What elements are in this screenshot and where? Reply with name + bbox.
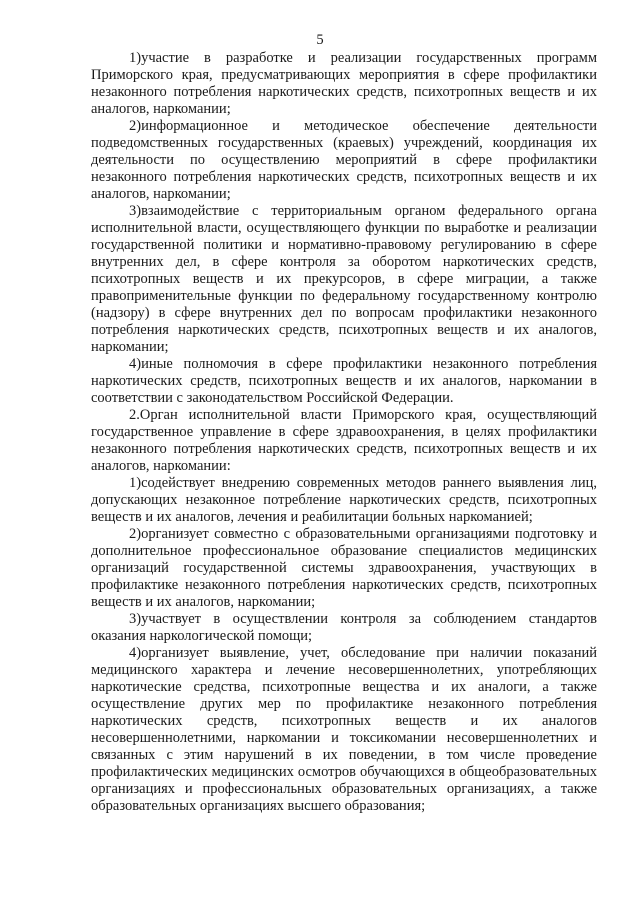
paragraph-item-1: 1)участие в разработке и реализации государственных программ Приморского края, предусматривающих мероприятия в сфере профилактики незаконного потребления наркотических средств, психотропных веществ и их аналогов, наркомании; [91,50,597,117]
document-body [91,50,597,815]
paragraph-item-2: 2)информационное и методическое обеспечение деятельности подведомственных государственных (краевых) учреждений, координация их деятельности по осуществлению мероприятий в сфере профилактики незаконного потребления наркотических средств, психотропных веществ и их аналогов, наркомании; [91,118,597,202]
paragraph-section-2-item-2: 2)организует совместно с образовательными организациями подготовку и дополнительное профессиональное образование специалистов медицинских организаций государственной системы здравоохранения, участвующих в профилактике незаконного потребления наркотических средств, психотропных веществ и их аналогов, наркомании; [91,526,597,610]
paragraph-item-4: 4)иные полномочия в сфере профилактики незаконного потребления наркотических средств, психотропных веществ и их аналогов, наркомании в соответствии с законодательством Российской Федерации. [91,356,597,406]
paragraph-section-2-item-3: 3)участвует в осуществлении контроля за соблюдением стандартов оказания наркологической помощи; [91,611,597,644]
paragraph-item-3: 3)взаимодействие с территориальным органом федерального органа исполнительной власти, осуществляющего функции по выработке и реализации государственной политики и нормативно-правовому регулированию в сфере внутренних дел, в сфере контроля за оборотом наркотических средств, психотропных веществ и их прекурсоров, в сфере миграции, а также правоприменительные функции по федеральному государственному контролю (надзору) в сфере внутренних дел по вопросам профилактики незаконного потребления наркотических средств, психотропных веществ и их аналогов, наркомании; [91,203,597,355]
page-number: 5 [316,32,324,48]
paragraph-section-2: 2.Орган исполнительной власти Приморского края, осуществляющий государственное управление в сфере здравоохранения, в целях профилактики незаконного потребления наркотических средств, психотропных веществ и их аналогов, наркомании: [91,407,597,474]
paragraph-section-2-item-1: 1)содействует внедрению современных методов раннего выявления лиц, допускающих незаконное потребление наркотических средств, психотропных веществ и их аналогов, лечения и реабилитации больных наркоманией; [91,475,597,525]
paragraph-section-2-item-4: 4)организует выявление, учет, обследование при наличии показаний медицинского характера и лечение несовершеннолетних, употребляющих наркотические средства, психотропные вещества и их аналоги, а также осуществление других мер по профилактике незаконного потребления наркотических средств, психотропных веществ и их аналогов несовершеннолетними, наркомании и токсикомании несовершеннолетних и связанных с этим нарушений в их поведении, в том числе проведение профилактических медицинских осмотров обучающихся в общеобразовательных организациях и профессиональных образовательных организациях, а также образовательных организациях высшего образования; [91,645,597,814]
